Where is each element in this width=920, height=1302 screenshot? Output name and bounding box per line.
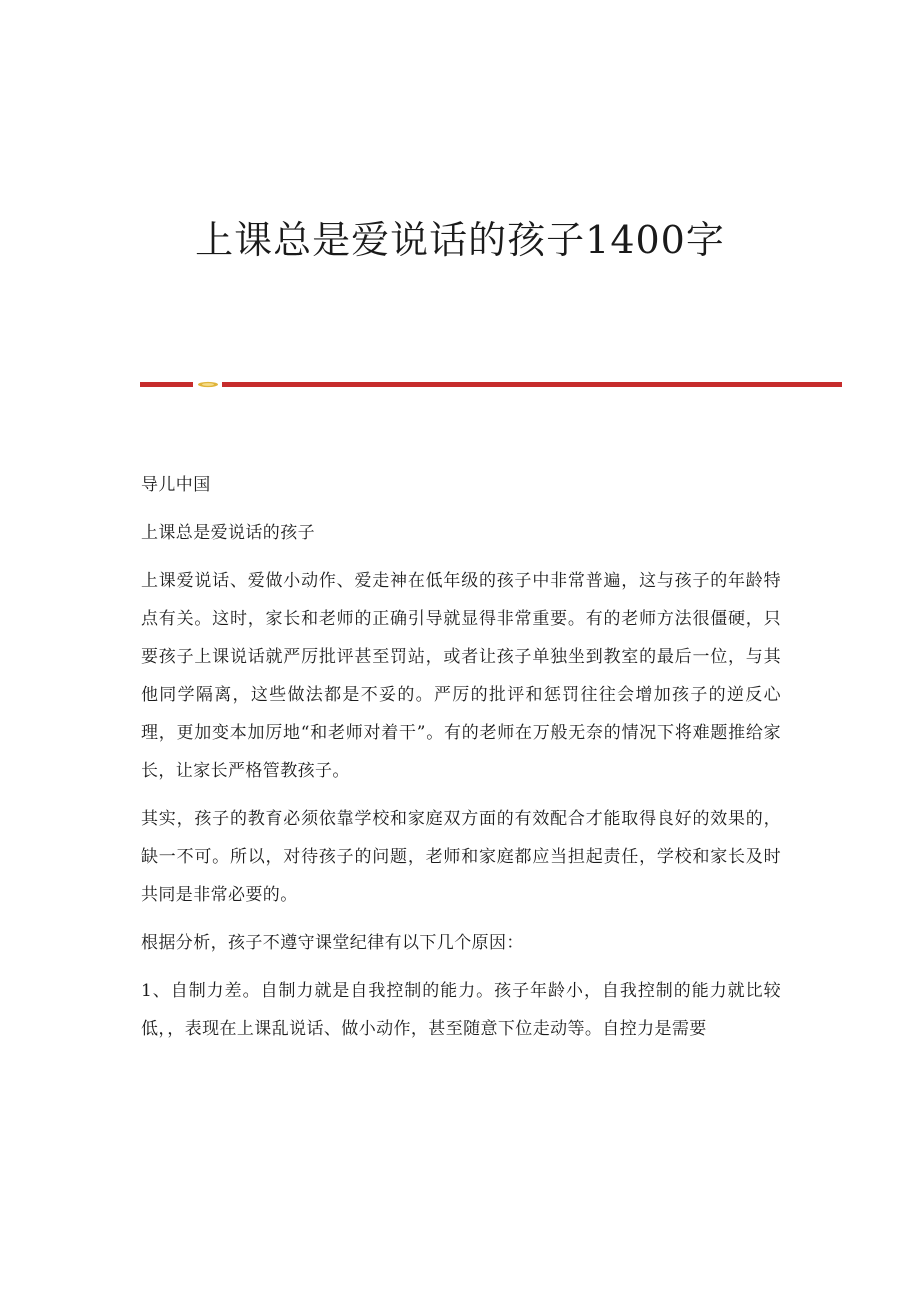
body-paragraph: 上课爱说话、爱做小动作、爱走神在低年级的孩子中非常普遍，这与孩子的年龄特点有关。这时，家长和老师的正确引导就显得非常重要。有的老师方法很僵硬，只要孩子上课说话就严厉批评甚至罚站，或者让孩子单独坐到教室的最后一位，与其他同学隔离，这些做法都是不妥的。严厉的批评和惩罚往往会增加孩子的逆反心理，更加变本加厉地“和老师对着干”。有的老师在万般无奈的情况下将难题推给家长，让家长严格管教孩子。 — [141, 571, 781, 781]
body-paragraph: 其实，孩子的教育必须依靠学校和家庭双方面的有效配合才能取得良好的效果的，缺一不可。所以，对待孩子的问题，老师和家庭都应当担起责任，学校和家长及时共同是非常必要的。 — [141, 809, 781, 905]
body-paragraph: 根据分析，孩子不遵守课堂纪律有以下几个原因： — [141, 933, 524, 953]
title-divider — [140, 379, 842, 389]
divider-ornament-icon — [197, 381, 219, 388]
page-title: 上课总是爱说话的孩子1400字 — [195, 218, 725, 262]
document-body — [141, 466, 781, 1058]
divider-bar-right — [222, 382, 842, 387]
body-paragraph: 1、自制力差。自制力就是自我控制的能力。孩子年龄小，自我控制的能力就比较低，，表现在上课乱说话、做小动作，甚至随意下位走动等。自控力是需要 — [141, 981, 781, 1039]
subtitle-line: 上课总是爱说话的孩子 — [141, 523, 315, 543]
source-line: 导儿中国 — [141, 475, 211, 495]
divider-bar-left — [140, 382, 193, 387]
